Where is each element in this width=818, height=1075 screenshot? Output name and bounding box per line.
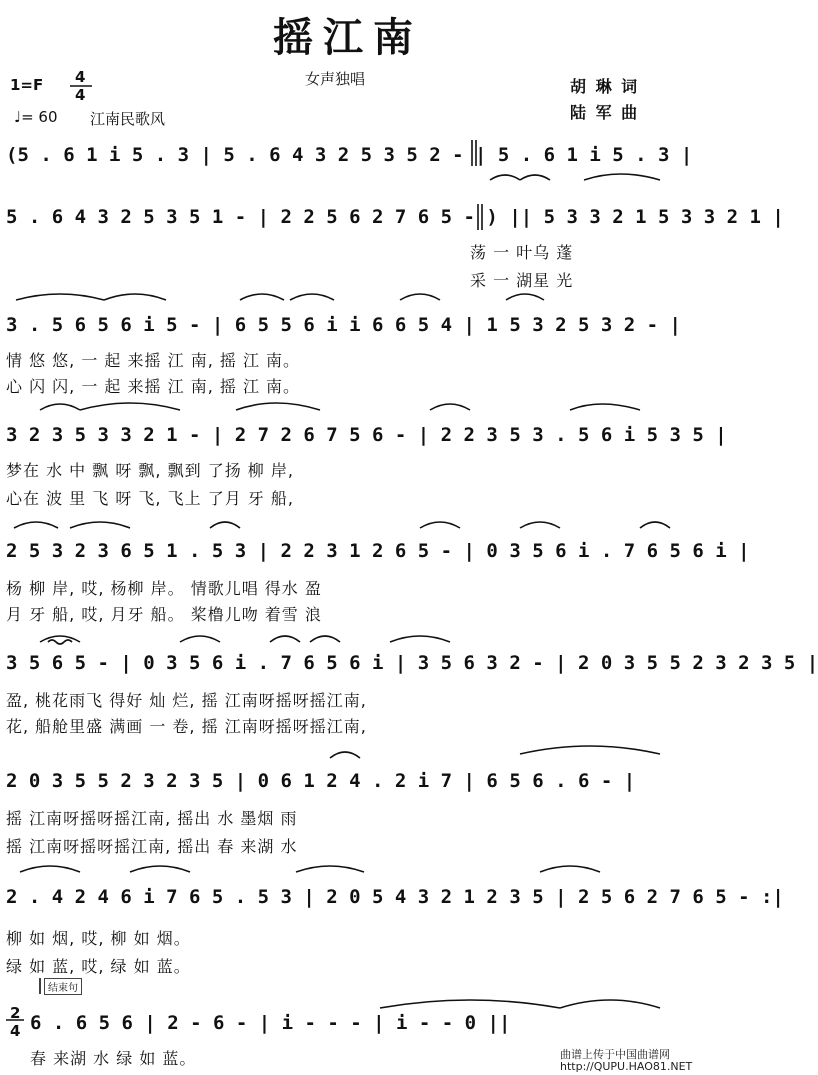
lyric-row-4-verse-2: 心在 波 里 飞 呀 飞, 飞上 了月 牙 船, (6, 489, 294, 508)
slur-2 (520, 175, 550, 180)
slur-26 (330, 752, 360, 758)
ending-marker: 结束句 (44, 978, 82, 995)
slur-6 (240, 294, 284, 300)
slur-12 (236, 403, 320, 410)
lyric-row-4-verse-1: 梦在 水 中 飘 呀 飘, 飘到 了扬 柳 岸, (6, 461, 294, 480)
slur-5 (104, 294, 166, 300)
footer-site-url: http://QUPU.HAO81.NET (560, 1060, 693, 1073)
notation-row-6: 3 5 6 5 - | 0 3 5 6 i . 7 6 5 6 i | 3 5 6 3 2 - | 2 0 3 5 5 2 3 2 3 5 | (6, 652, 818, 674)
slur-19 (520, 522, 560, 528)
notation-row-5: 2 5 3 2 3 6 5 1 . 5 3 | 2 2 3 1 2 6 5 - | 0 3 5 6 i . 7 6 5 6 i | (6, 540, 750, 562)
key-signature: 1=F (10, 76, 44, 94)
ending-time-top: 2 (10, 1004, 21, 1022)
slur-14 (570, 404, 640, 410)
slur-21 (40, 636, 80, 642)
double-barline-row-2b (478, 204, 482, 230)
notation-row-4: 3 2 3 5 3 3 2 1 - | 2 7 2 6 7 5 6 - | 2 2 3 5 3 . 5 6 i 5 3 5 | (6, 424, 727, 446)
slur-16 (70, 522, 130, 528)
slur-27 (520, 746, 660, 754)
slur-29 (130, 866, 190, 872)
slur-17 (210, 522, 240, 528)
slur-31 (540, 866, 600, 872)
lyric-row-5-verse-2: 月 牙 船, 哎, 月牙 船。 桨橹儿吻 着雪 浪 (6, 605, 322, 624)
lyric-row-8-verse-1: 柳 如 烟, 哎, 柳 如 烟。 (6, 929, 191, 948)
slur-23 (270, 636, 300, 642)
slur-25 (390, 636, 450, 642)
lyric-row-7-verse-1: 摇 江南呀摇呀摇江南, 摇出 水 墨烟 雨 (6, 809, 298, 828)
lyric-row-3-verse-2: 心 闪 闪, 一 起 来摇 江 南, 摇 江 南。 (6, 377, 301, 396)
slur-13 (430, 404, 470, 410)
lyric-row-6-verse-1: 盈, 桃花雨飞 得好 灿 烂, 摇 江南呀摇呀摇江南, (6, 691, 367, 710)
notation-row-8: 2 . 4 2 4 6 i 7 6 5 . 5 3 | 2 0 5 4 3 2 1 2 3 5 | 2 5 6 2 7 6 5 - :| (6, 886, 784, 908)
slur-1 (490, 175, 520, 180)
slur-30 (296, 866, 364, 872)
notation-row-2: 5 . 6 4 3 2 5 3 5 1 - | 2 2 5 6 2 7 6 5 - ) || 5 3 3 2 1 5 3 3 2 1 | (6, 206, 784, 228)
slur-10 (40, 404, 80, 410)
composer-credit: 陆 军 曲 (570, 103, 640, 122)
slur-7 (290, 294, 334, 300)
time-signature-top: 4 (75, 68, 86, 86)
slur-9 (506, 294, 544, 300)
lyric-row-8-verse-2: 绿 如 蓝, 哎, 绿 如 蓝。 (6, 957, 191, 976)
slur-4 (16, 294, 104, 300)
slur-24 (310, 636, 340, 642)
notation-row-7: 2 0 3 5 5 2 3 2 3 5 | 0 6 1 2 4 . 2 i 7 | 6 5 6 . 6 - | (6, 770, 636, 792)
slur-15 (14, 522, 58, 528)
notation-row-3: 3 . 5 6 5 6 i 5 - | 6 5 5 6 i i 6 6 5 4 | 1 5 3 2 5 3 2 - | (6, 314, 681, 336)
double-barline-row-2 (472, 140, 476, 166)
slur-32 (380, 1000, 560, 1008)
lyric-row-2-verse-2: 采 一 湖星 光 (470, 271, 574, 290)
slur-33 (560, 1000, 660, 1008)
style-marking: 江南民歌风 (90, 110, 166, 128)
lyric-row-7-verse-2: 摇 江南呀摇呀摇江南, 摇出 春 来湖 水 (6, 837, 298, 856)
slur-28 (20, 866, 80, 872)
tempo-marking: ♩= 60 (14, 108, 58, 126)
time-signature-bottom: 4 (75, 86, 86, 104)
footer-site-name: 曲谱上传于中国曲谱网 (560, 1048, 670, 1061)
lyric-row-3-verse-1: 情 悠 悠, 一 起 来摇 江 南, 摇 江 南。 (6, 351, 301, 370)
lyric-row-2-verse-1: 荡 一 叶乌 蓬 (470, 243, 574, 262)
slur-11 (80, 403, 180, 410)
lyric-row-6-verse-2: 花, 船舱里盛 满画 一 卷, 摇 江南呀摇呀摇江南, (6, 717, 367, 736)
lyric-row-5-verse-1: 杨 柳 岸, 哎, 杨柳 岸。 情歌儿唱 得水 盈 (6, 579, 322, 598)
performance-note: 女声独唱 (305, 70, 366, 88)
slur-22 (180, 636, 220, 642)
slur-20 (640, 522, 670, 528)
lyricist-credit: 胡 琳 词 (570, 77, 640, 96)
notation-row-9: 6 . 6 5 6 | 2 - 6 - | i - - - | i - - 0 || (30, 1012, 511, 1034)
slur-18 (420, 522, 460, 528)
mordent-mark (48, 640, 72, 644)
slur-3 (584, 174, 660, 180)
slur-8 (400, 294, 440, 300)
ending-time-bottom: 4 (10, 1022, 21, 1040)
notation-row-1: (5 . 6 1 i 5 . 3 | 5 . 6 4 3 2 5 3 5 2 - | 5 . 6 1 i 5 . 3 | (6, 144, 693, 166)
page-title: 摇江南 (273, 15, 423, 61)
lyric-row-9: 春 来湖 水 绿 如 蓝。 (30, 1049, 197, 1068)
